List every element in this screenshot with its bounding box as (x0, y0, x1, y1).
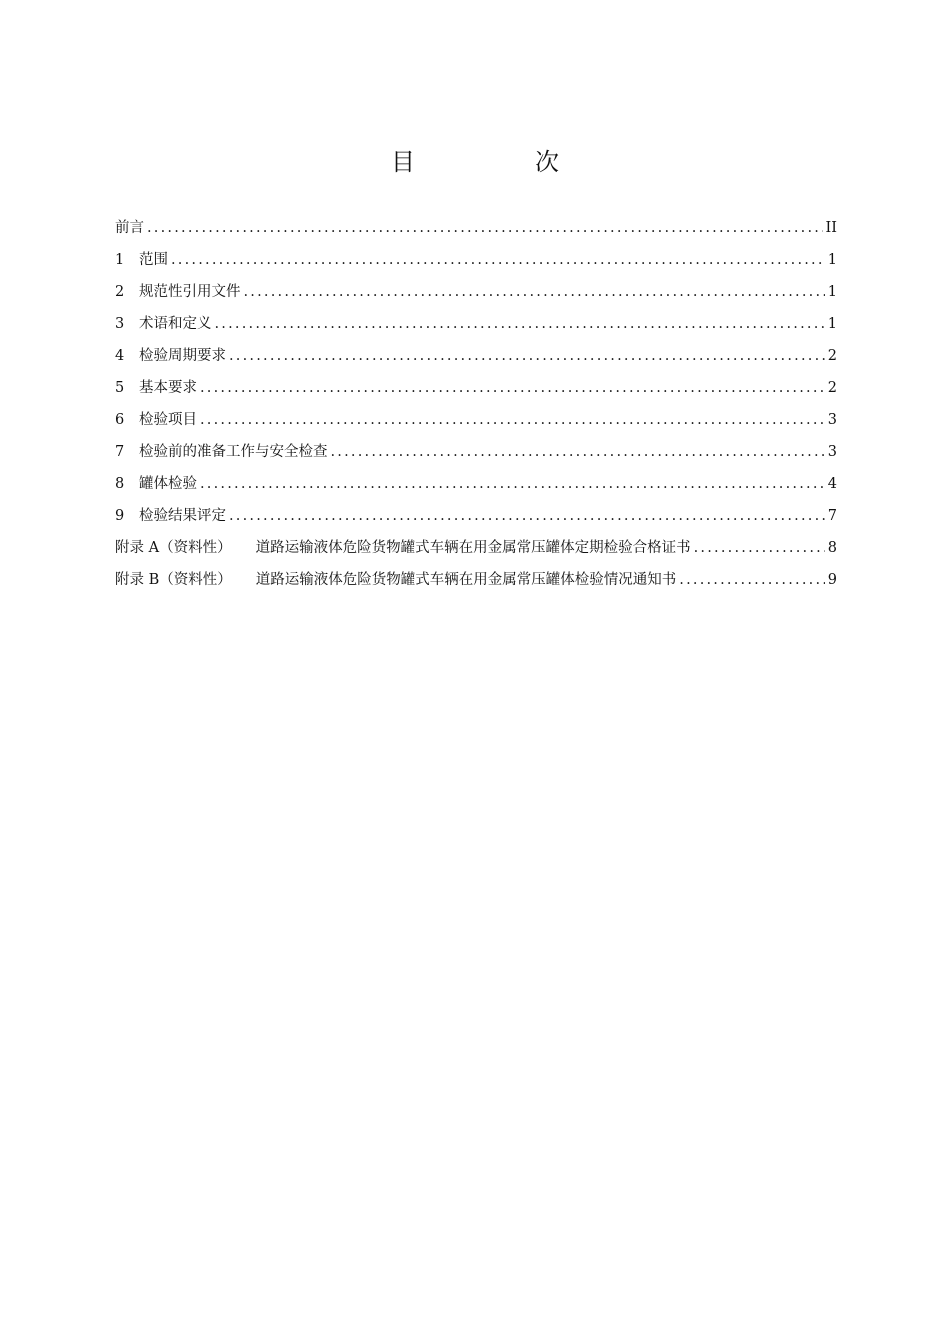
toc-page-number: 2 (827, 380, 837, 396)
toc-entry-label: 范围 (139, 252, 168, 268)
toc-appendix-prefix: 附录 A（资料性） (115, 540, 232, 556)
toc-entry-label: 前言 (115, 220, 144, 236)
toc-entry-label: 术语和定义 (139, 316, 212, 332)
toc-page-number: 1 (827, 284, 837, 300)
toc-page-number: 8 (827, 540, 837, 556)
toc-entry-label: 基本要求 (139, 380, 197, 396)
toc-entry-1[interactable] (115, 244, 837, 276)
toc-entry-number: 9 (115, 508, 125, 524)
toc-dot-leader (229, 500, 825, 532)
toc-dot-leader (229, 340, 825, 372)
toc-entry-preface[interactable] (115, 212, 837, 244)
toc-page-number: 1 (827, 316, 837, 332)
toc-dot-leader (215, 308, 825, 340)
toc-dot-leader (679, 564, 825, 596)
toc-entry-label: 检验前的准备工作与安全检查 (139, 444, 328, 460)
toc-dot-leader (200, 404, 825, 436)
toc-appendix-prefix: 附录 B（资料性） (115, 572, 232, 588)
toc-page-number: 1 (827, 252, 837, 268)
toc-entry-number: 1 (115, 252, 125, 268)
toc-entry-7[interactable] (115, 436, 837, 468)
toc-entry-8[interactable] (115, 468, 837, 500)
toc-page-number: 9 (827, 572, 837, 588)
toc-entry-number: 4 (115, 348, 125, 364)
toc-dot-leader (331, 436, 825, 468)
toc-dot-leader (147, 212, 823, 244)
toc-entry-appendix-b[interactable] (115, 564, 837, 596)
toc-page-number: 3 (827, 412, 837, 428)
toc-entry-6[interactable] (115, 404, 837, 436)
toc-entry-label: 道路运输液体危险货物罐式车辆在用金属常压罐体检验情况通知书 (255, 572, 677, 588)
toc-page-number: II (825, 220, 837, 236)
toc-entry-9[interactable] (115, 500, 837, 532)
toc-dot-leader (171, 244, 825, 276)
toc-entry-number: 6 (115, 412, 125, 428)
toc-entry-label: 罐体检验 (139, 476, 197, 492)
toc-page-number: 7 (827, 508, 837, 524)
toc-entry-number: 8 (115, 476, 125, 492)
toc-entry-label: 规范性引用文件 (139, 284, 241, 300)
toc-page-number: 2 (827, 348, 837, 364)
toc-dot-leader (200, 372, 825, 404)
toc-entry-3[interactable] (115, 308, 837, 340)
toc-entry-appendix-a[interactable] (115, 532, 837, 564)
toc-entry-number: 3 (115, 316, 125, 332)
toc-dot-leader (200, 468, 825, 500)
toc-dot-leader (694, 532, 825, 564)
toc-title: 目 次 (391, 148, 607, 176)
toc-entry-number: 7 (115, 444, 125, 460)
toc-entry-label: 检验结果评定 (139, 508, 226, 524)
toc-page-number: 4 (827, 476, 837, 492)
toc-entry-5[interactable] (115, 372, 837, 404)
toc-entry-label: 检验项目 (139, 412, 197, 428)
table-of-contents (115, 212, 837, 596)
toc-entry-4[interactable] (115, 340, 837, 372)
toc-page-number: 3 (827, 444, 837, 460)
toc-entry-number: 5 (115, 380, 125, 396)
toc-entry-label: 检验周期要求 (139, 348, 226, 364)
toc-dot-leader (244, 276, 825, 308)
toc-entry-number: 2 (115, 284, 125, 300)
toc-entry-2[interactable] (115, 276, 837, 308)
toc-entry-label: 道路运输液体危险货物罐式车辆在用金属常压罐体定期检验合格证书 (255, 540, 691, 556)
